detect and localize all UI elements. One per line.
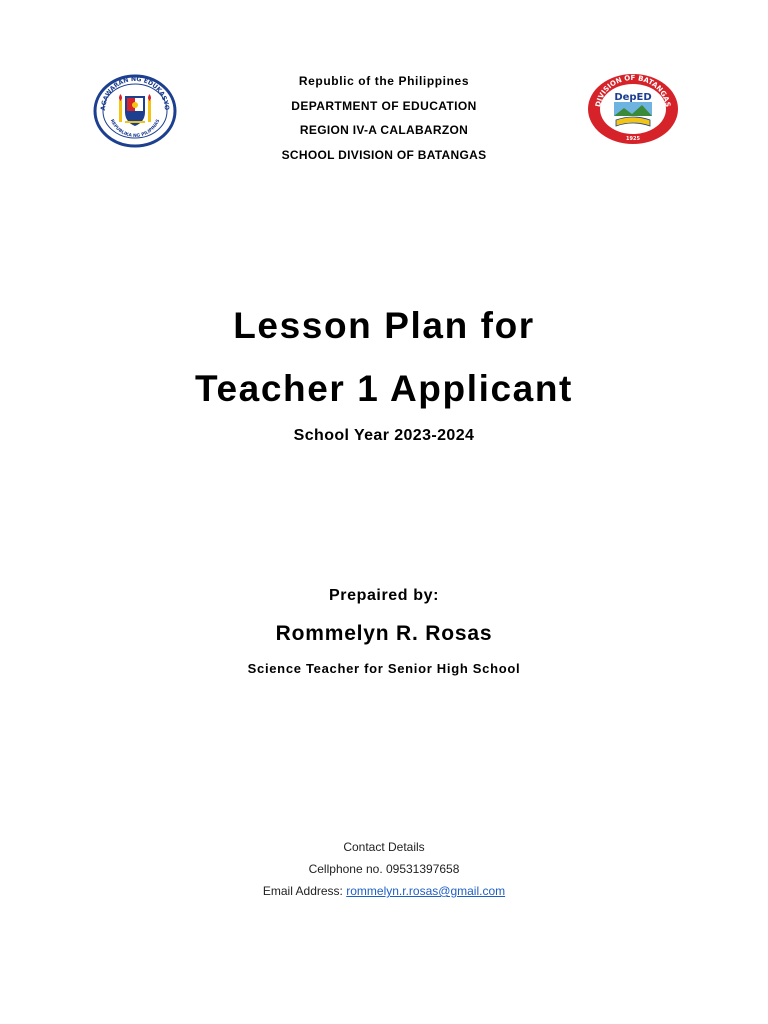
header-republic: Republic of the Philippines (298, 74, 470, 88)
author-name: Rommelyn R. Rosas (275, 622, 493, 645)
author-role: Science Teacher for Senior High School (247, 661, 521, 676)
header-department: DEPARTMENT OF EDUCATION (291, 99, 477, 113)
contact-cellphone: Cellphone no. 09531397658 (308, 862, 460, 876)
email-label: Email Address: (262, 884, 347, 898)
svg-text:DIVISION OF BATANGAS: DIVISION OF BATANGAS (594, 73, 672, 108)
svg-text:REPUBLIKA NG PILIPINAS: REPUBLIKA NG PILIPINAS (108, 118, 162, 139)
prepared-by-label: Prepaired by: (328, 587, 440, 604)
document-title-line1: Lesson Plan for (233, 305, 535, 346)
svg-text:DepED: DepED (614, 92, 652, 103)
school-year: School Year 2023-2024 (293, 427, 475, 444)
svg-text:1925: 1925 (626, 136, 640, 142)
contact-heading: Contact Details (343, 840, 425, 854)
email-link[interactable]: rommelyn.r.rosas@gmail.com (346, 884, 506, 898)
header-division: SCHOOL DIVISION OF BATANGAS (281, 148, 487, 162)
header-region: REGION IV-A CALABARZON (299, 123, 469, 137)
svg-text:KAGAWARAN NG EDUKASYON: AGAWARAN NG EDUKASYO (99, 75, 171, 111)
contact-email-line (0, 884, 768, 898)
document-title-line2: Teacher 1 Applicant (195, 368, 573, 409)
